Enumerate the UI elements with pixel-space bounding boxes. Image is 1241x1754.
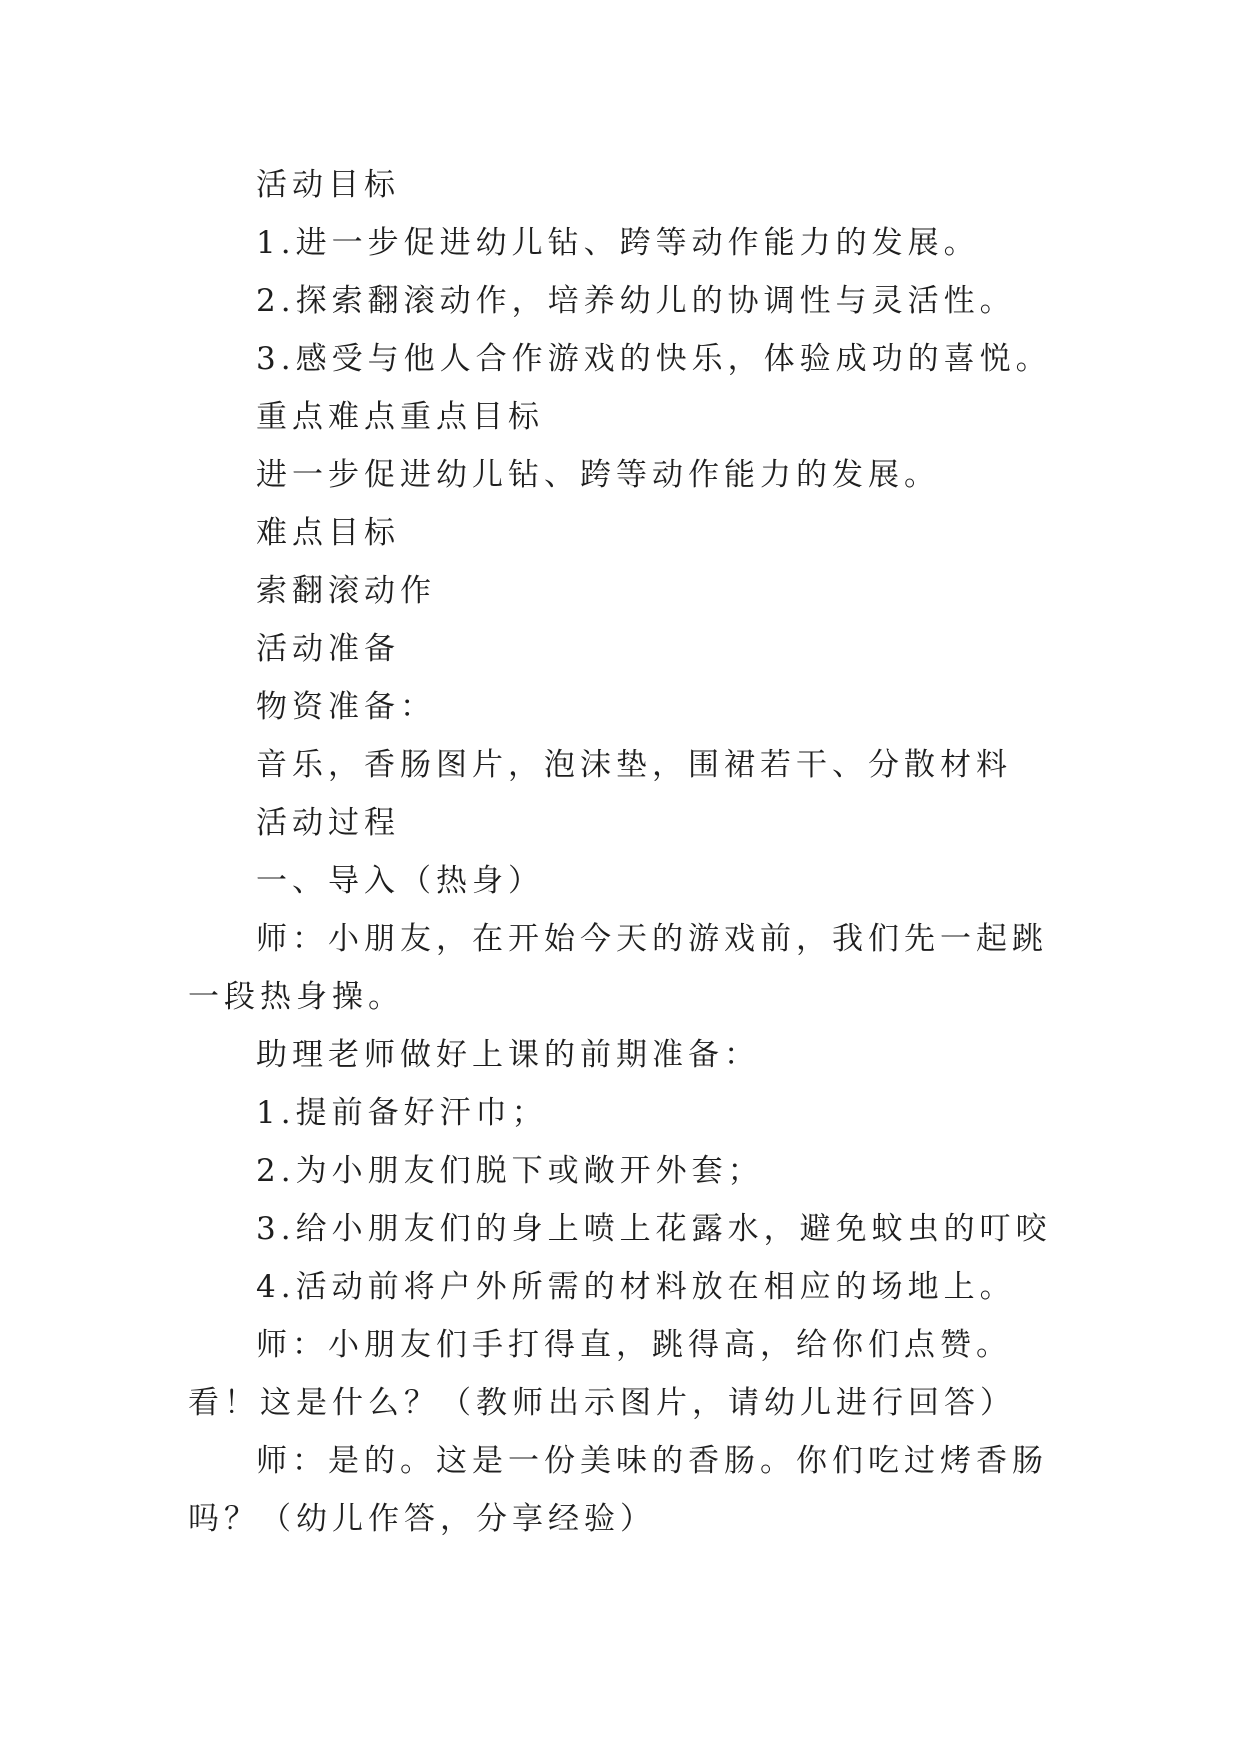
section-heading-preparation: 活动准备: [256, 631, 400, 667]
materials-label: 物资准备：: [256, 689, 436, 725]
prep-item-3: 3.给小朋友们的身上喷上花露水，避免蚊虫的叮咬: [256, 1211, 1052, 1247]
prep-item-2: 2.为小朋友们脱下或敞开外套；: [256, 1153, 764, 1189]
prep-item-1: 1.提前备好汗巾；: [256, 1095, 548, 1131]
section-heading-key-goals: 重点难点重点目标: [256, 399, 544, 435]
materials-list: 音乐，香肠图片，泡沫垫，围裙若干、分散材料: [256, 747, 1012, 783]
goal-item-3: 3.感受与他人合作游戏的快乐，体验成功的喜悦。: [256, 341, 1052, 377]
key-goal-text: 进一步促进幼儿钻、跨等动作能力的发展。: [256, 457, 940, 493]
section-heading-process: 活动过程: [256, 805, 400, 841]
section-heading-difficult-goals: 难点目标: [256, 515, 400, 551]
teacher-line-warmup: 师：小朋友，在开始今天的游戏前，我们先一起跳一段热身操。: [188, 921, 1048, 1015]
difficult-goal-text: 索翻滚动作: [256, 573, 436, 609]
prep-item-4: 4.活动前将户外所需的材料放在相应的场地上。: [256, 1269, 1016, 1305]
teacher-line-sausage: 师：是的。这是一份美味的香肠。你们吃过烤香肠吗？（幼儿作答，分享经验）: [188, 1443, 1048, 1537]
teacher-line-show-picture: 师：小朋友们手打得直，跳得高，给你们点赞。看！这是什么？（教师出示图片，请幼儿进行回答）: [188, 1327, 1016, 1421]
document-body: [188, 156, 1058, 1548]
section-heading-activity-goals: 活动目标: [256, 167, 400, 203]
step-heading-warmup: 一、导入（热身）: [256, 863, 544, 899]
assistant-prep-heading: 助理老师做好上课的前期准备：: [256, 1037, 760, 1073]
goal-item-1: 1.进一步促进幼儿钻、跨等动作能力的发展。: [256, 225, 980, 261]
goal-item-2: 2.探索翻滚动作，培养幼儿的协调性与灵活性。: [256, 283, 1016, 319]
